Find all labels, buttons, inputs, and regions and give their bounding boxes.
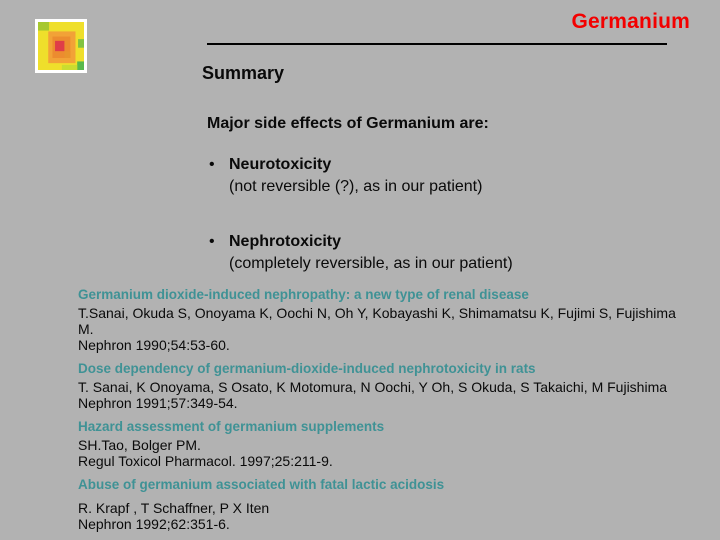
reference-title: Germanium dioxide-induced nephropathy: a new type of renal disease bbox=[78, 287, 529, 302]
list-item bbox=[207, 231, 513, 275]
reference-item bbox=[78, 287, 692, 353]
bullet-detail: (not reversible (?), as in our patient) bbox=[229, 178, 483, 195]
reference-journal: Regul Toxicol Pharmacol. 1997;25:211-9. bbox=[78, 453, 333, 469]
reference-title: Hazard assessment of germanium supplements bbox=[78, 419, 385, 434]
bullet-term: Neurotoxicity bbox=[229, 156, 332, 173]
reference-journal: Nephron 1992;62:351-6. bbox=[78, 516, 230, 532]
summary-heading: Summary bbox=[202, 63, 285, 83]
bullet-icon: • bbox=[209, 233, 215, 250]
thermal-pixel-logo-image bbox=[38, 22, 84, 70]
side-effects-list bbox=[207, 154, 513, 308]
references-section bbox=[78, 287, 692, 532]
list-item bbox=[207, 154, 513, 198]
reference-item bbox=[78, 419, 692, 469]
reference-journal: Nephron 1990;54:53-60. bbox=[78, 337, 230, 353]
intro-line: Major side effects of Germanium are: bbox=[207, 115, 489, 132]
bullet-detail: (completely reversible, as in our patient) bbox=[229, 255, 513, 272]
slide-title: Germanium bbox=[571, 10, 690, 33]
thermal-pixel-logo bbox=[35, 19, 87, 73]
reference-title: Abuse of germanium associated with fatal lactic acidosis bbox=[78, 477, 445, 492]
reference-authors: R. Krapf , T Schaffner, P X Iten bbox=[78, 500, 270, 516]
reference-item bbox=[78, 361, 692, 411]
reference-item bbox=[78, 477, 692, 532]
reference-title: Dose dependency of germanium-dioxide-induced nephrotoxicity in rats bbox=[78, 361, 536, 376]
reference-authors: SH.Tao, Bolger PM. bbox=[78, 437, 201, 453]
reference-authors: T.Sanai, Okuda S, Onoyama K, Oochi N, Oh Y, Kobayashi K, Shimamatsu K, Fujimi S, Fujishima M. bbox=[78, 305, 676, 337]
reference-authors: T. Sanai, K Onoyama, S Osato, K Motomura, N Oochi, Y Oh, S Okuda, S Takaichi, M Fujishima bbox=[78, 379, 668, 395]
bullet-term: Nephrotoxicity bbox=[229, 233, 342, 250]
title-underline-rule bbox=[207, 43, 667, 45]
bullet-icon: • bbox=[209, 156, 215, 173]
reference-journal: Nephron 1991;57:349-54. bbox=[78, 395, 238, 411]
